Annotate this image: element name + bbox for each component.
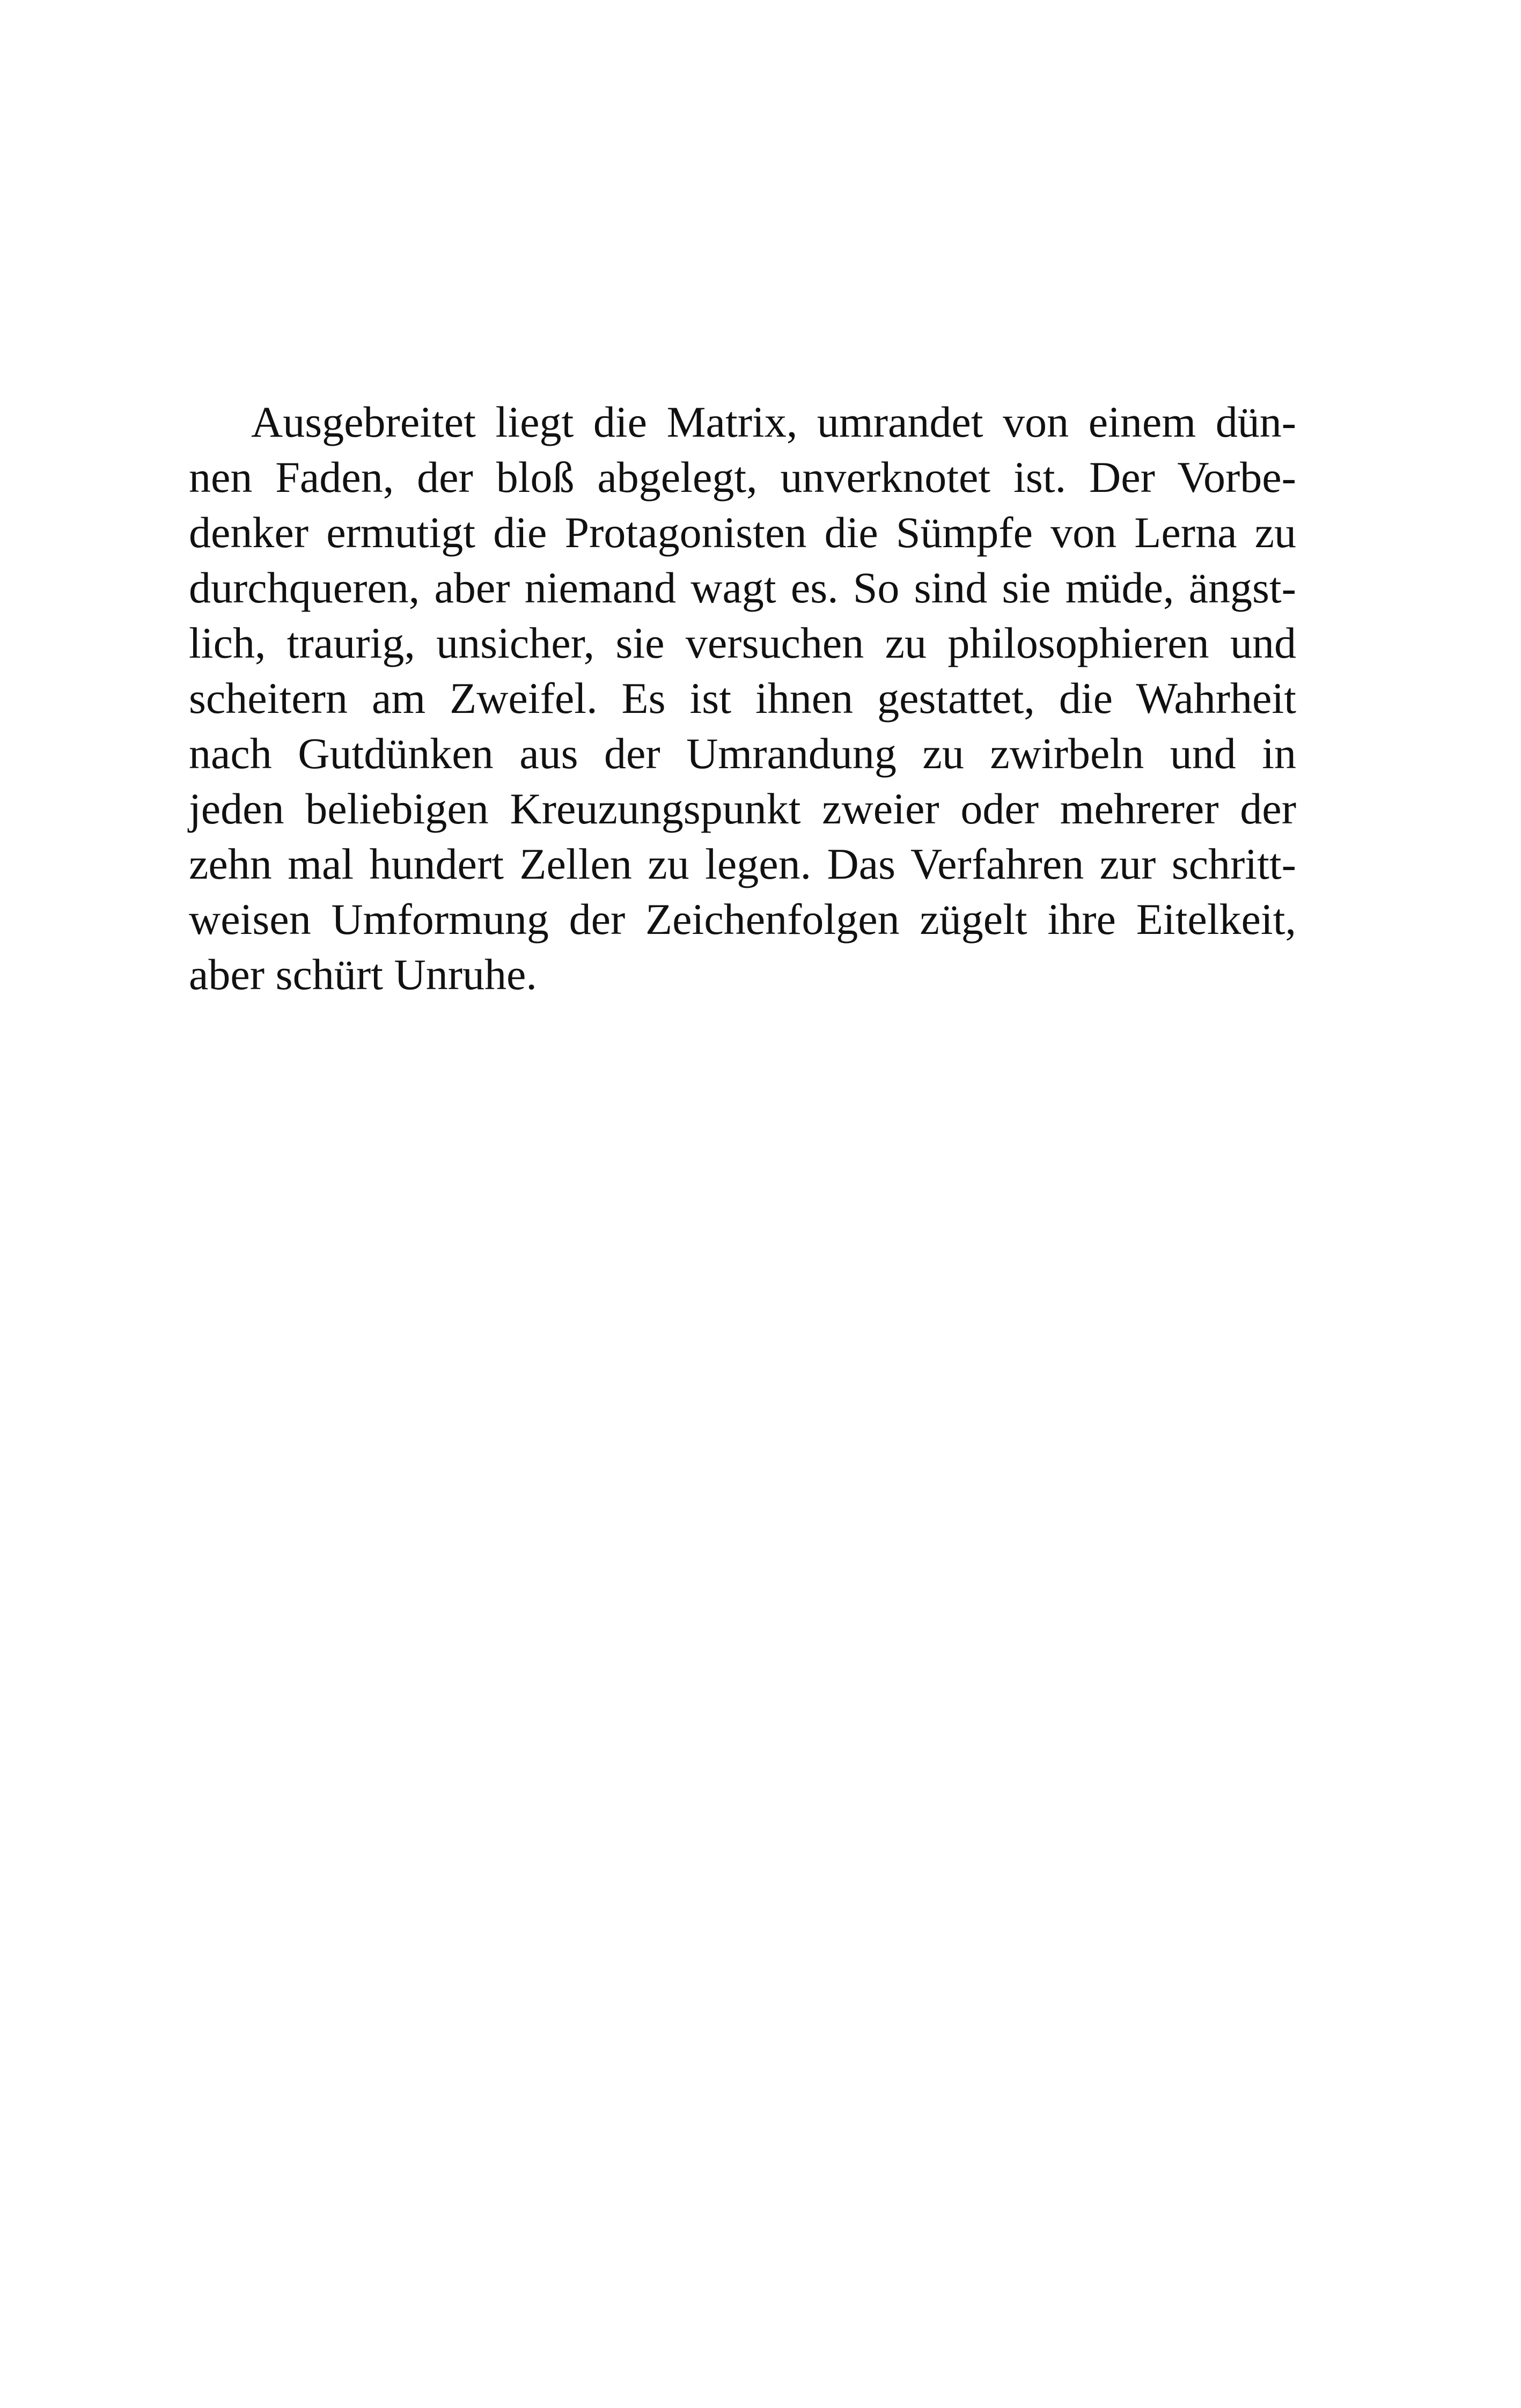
paragraph-line: nach Gutdünken aus der Umrandung zu zwirbeln und in bbox=[189, 729, 1296, 778]
paragraph-line: scheitern am Zweifel. Es ist ihnen gestattet, die Wahrheit bbox=[189, 674, 1296, 723]
body-paragraph bbox=[189, 394, 1296, 1002]
paragraph-line: denker ermutigt die Protagonisten die Sümpfe von Lerna zu bbox=[189, 508, 1296, 557]
paragraph-line: weisen Umformung der Zeichenfolgen zügelt ihre Eitelkeit, bbox=[189, 895, 1296, 944]
paragraph-line: aber schürt Unruhe. bbox=[189, 950, 537, 999]
paragraph-line: Ausgebreitet liegt die Matrix, umrandet von einem dün- bbox=[251, 397, 1296, 446]
paragraph-line: jeden beliebigen Kreuzungspunkt zweier oder mehrerer der bbox=[189, 784, 1296, 833]
paragraph-line: durchqueren, aber niemand wagt es. So sind sie müde, ängst- bbox=[189, 563, 1296, 612]
paragraph-line: lich, traurig, unsicher, sie versuchen zu philosophieren und bbox=[189, 618, 1296, 667]
paragraph-line: zehn mal hundert Zellen zu legen. Das Verfahren zur schritt- bbox=[189, 840, 1296, 888]
paragraph-line: nen Faden, der bloß abgelegt, unverknotet ist. Der Vorbe- bbox=[189, 453, 1296, 502]
